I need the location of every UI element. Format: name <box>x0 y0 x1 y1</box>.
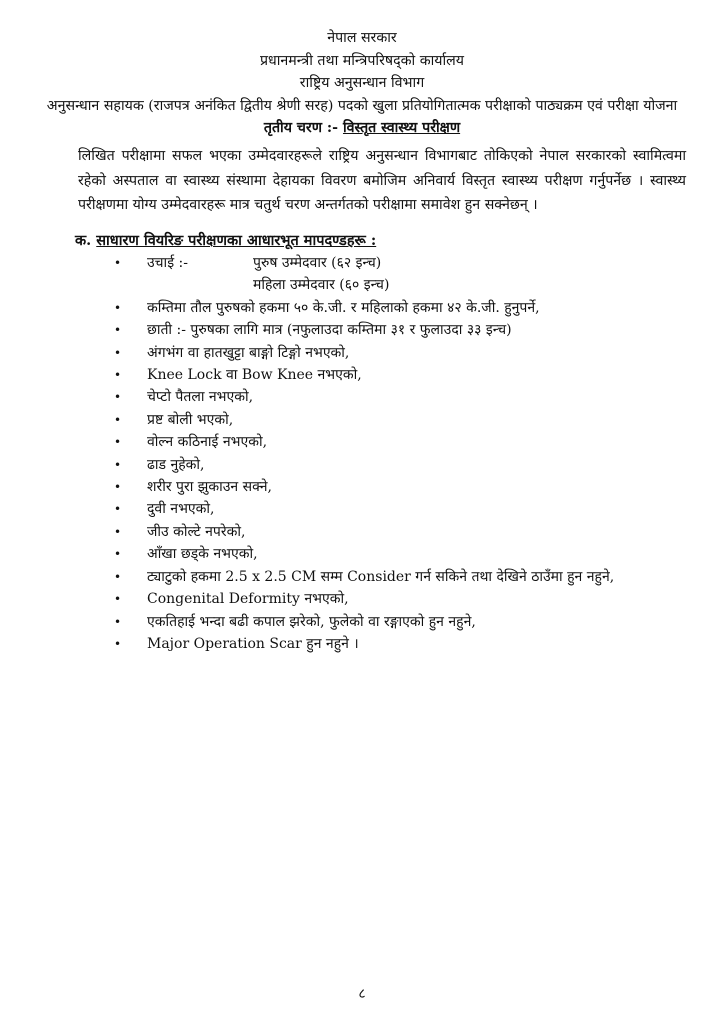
list-item-text: शरीर पुरा झुकाउन सक्ने, <box>147 479 273 496</box>
section-title: साधारण वियरिङ परीक्षणका आधारभूत मापदण्डहरू : <box>96 232 377 249</box>
section-prefix: क. <box>75 232 92 249</box>
intro-paragraph: लिखित परीक्षामा सफल भएका उम्मेदवारहरूले राष्ट्रिय अनुसन्धान विभागबाट तोकिएको नेपाल सरकारको स्वामित्वमा रहेको अस्पताल वा स्वास्थ्य संस्थामा देहायका विवरण बमोजिम अनिवार्य विस्तृत स्वास्थ्य परीक्षण गर्नुपर्नेछ । स्वास्थ्य परीक्षणमा योग्य उम्मेदवारहरू मात्र चतुर्थ चरण अन्तर्गतको परीक्षामा समावेश हुन सक्नेछन् । <box>78 148 686 213</box>
bullet-icon: • <box>114 480 122 495</box>
bullet-icon: • <box>114 502 122 517</box>
bullet-icon: • <box>114 390 122 405</box>
list-item <box>100 566 700 588</box>
bullet-icon: • <box>114 256 122 270</box>
document-header <box>0 27 724 140</box>
list-item <box>100 342 700 364</box>
list-item <box>100 633 700 655</box>
bullet-icon: • <box>114 614 122 629</box>
list-item <box>100 386 700 408</box>
header-department: राष्ट्रिय अनुसन्धान विभाग <box>299 75 425 91</box>
bullet-icon: • <box>114 323 122 338</box>
bullet-icon: • <box>114 457 122 472</box>
stage-heading <box>0 117 724 140</box>
stage-label: तृतीय चरण :- <box>263 120 339 136</box>
list-item-text: ढाड नुहेको, <box>147 456 205 473</box>
page-number: ८ <box>358 986 366 1002</box>
list-item <box>100 498 700 520</box>
list-item <box>100 409 700 431</box>
list-item <box>100 611 700 633</box>
list-item <box>100 543 700 565</box>
list-item-text: प्रष्ट बोली भएको, <box>147 411 234 428</box>
height-female: महिला उम्मेदवार (६० इन्च) <box>253 277 390 294</box>
list-item <box>100 521 700 543</box>
list-item <box>100 454 700 476</box>
list-item <box>100 431 700 453</box>
height-label: उचाई :- <box>147 255 188 271</box>
list-item-text: अंगभंग वा हातखुट्टा बाङ्गो टिङ्गो नभएको, <box>147 344 350 361</box>
list-item-text: वोल्न कठिनाई नभएको, <box>147 434 268 451</box>
bullet-icon: • <box>114 636 122 651</box>
list-item <box>100 319 700 341</box>
list-item <box>100 476 700 498</box>
height-male: पुरुष उम्मेदवार (६२ इन्च) <box>253 255 382 271</box>
list-item-text: Knee Lock वा Bow Knee नभएको, <box>147 367 362 384</box>
list-item-text: आँखा छड्के नभएको, <box>147 546 258 563</box>
list-item-height <box>100 252 700 297</box>
list-item-text: ट्याटुको हकमा 2.5 x 2.5 CM सम्म Consider गर्न सकिने तथा देखिने ठाउँमा हुन नहुने, <box>147 568 615 585</box>
list-item <box>100 588 700 610</box>
list-item <box>100 364 700 386</box>
bullet-icon: • <box>114 300 122 315</box>
stage-title: विस्तृत स्वास्थ्य परीक्षण <box>342 120 461 136</box>
bullet-icon: • <box>114 368 122 383</box>
header-office: प्रधानमन्त्री तथा मन्त्रिपरिषद्को कार्यालय <box>259 52 465 69</box>
header-exam-title: अनुसन्धान सहायक (राजपत्र अनंकित द्वितीय श्रेणी सरह) पदको खुला प्रतियोगितात्मक परीक्षाको पाठ्यक्रम एवं परीक्षा योजना <box>46 97 678 114</box>
list-item-text: जीउ कोल्टे नपरेको, <box>147 523 246 540</box>
list-item-text: Major Operation Scar हुन नहुने । <box>147 635 359 652</box>
bullet-icon: • <box>114 592 122 607</box>
bullet-icon: • <box>114 547 122 562</box>
header-government: नेपाल सरकार <box>327 30 397 46</box>
list-item-text: दुवी नभएको, <box>147 501 215 518</box>
bullet-icon: • <box>114 569 122 584</box>
list-item-text: एकतिहाई भन्दा बढी कपाल झरेको, फुलेको वा रङ्गाएको हुन नहुने, <box>147 613 476 630</box>
list-item <box>100 297 700 319</box>
section-heading <box>75 230 376 250</box>
criteria-list <box>100 252 700 655</box>
bullet-icon: • <box>114 345 122 360</box>
list-item-text: कम्तिमा तौल पुरुषको हकमा ५० के.जी. र महिलाको हकमा ४२ के.जी. हुनुपर्ने, <box>147 299 540 316</box>
bullet-icon: • <box>114 524 122 539</box>
bullet-icon: • <box>114 412 122 427</box>
list-item-text: Congenital Deformity नभएको, <box>147 591 349 608</box>
bullet-icon: • <box>114 435 122 450</box>
list-item-text: चेप्टो पैतला नभएको, <box>147 389 254 406</box>
list-item-text: छाती :- पुरुषका लागि मात्र (नफुलाउदा कम्तिमा ३१ र फुलाउदा ३३ इन्च) <box>147 322 512 339</box>
